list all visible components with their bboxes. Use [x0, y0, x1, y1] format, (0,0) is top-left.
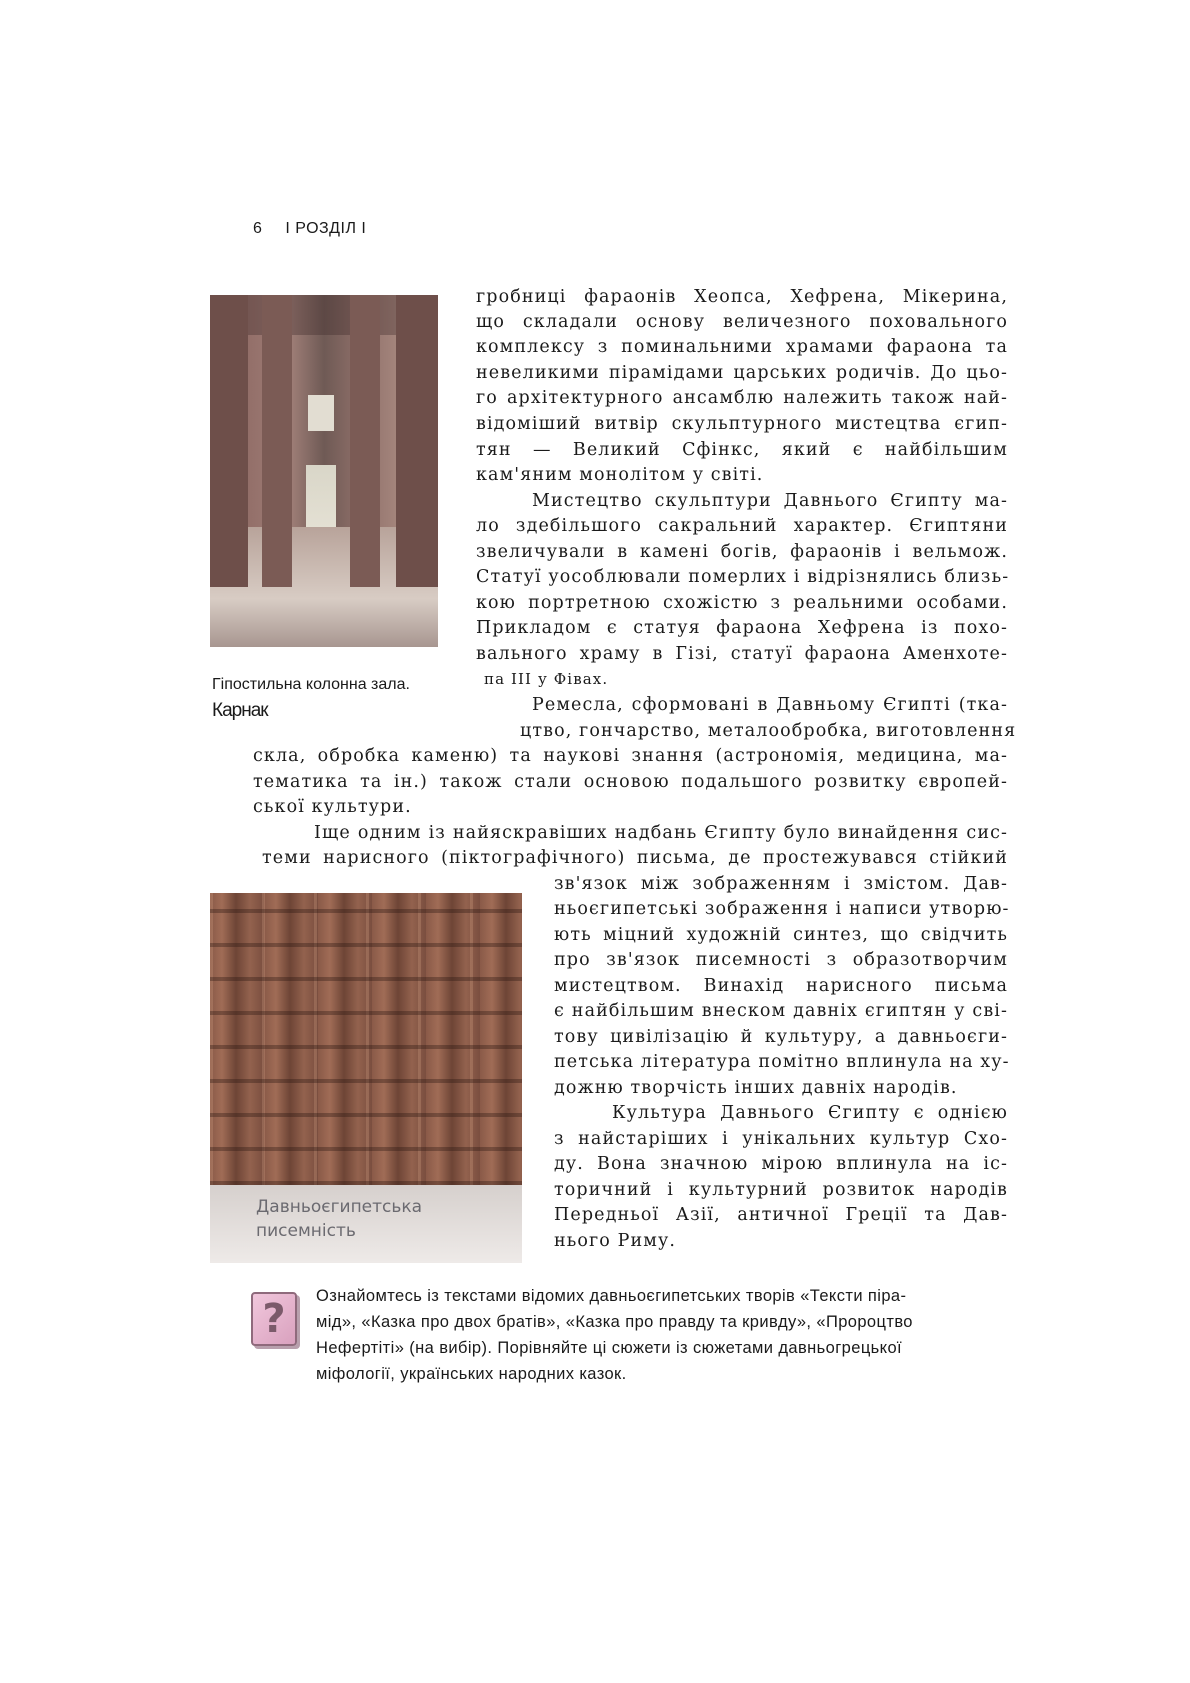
text-line: Передньої Азії, античної Греції та Дав- [554, 1205, 1008, 1225]
hieroglyph-writing-photo [210, 893, 522, 1263]
text-line: кою портретною схожістю з реальними особами. [476, 593, 1008, 613]
text-line: з найстаріших і унікальних культур Схо- [554, 1129, 1008, 1149]
text-line: ської культури. [253, 797, 412, 817]
text-line: Статуї уособлювали померлих і відрізнялись близь- [476, 567, 1010, 587]
text-line: петська література помітно вплинула на ху- [554, 1052, 1010, 1072]
text-line: ньоєгипетські зображення і написи утворю- [554, 899, 1010, 919]
question-mark-icon: ? [251, 1292, 297, 1346]
page-number: 6 [253, 220, 263, 237]
text-line: Мистецтво скульптури Давнього Єгипту ма- [532, 491, 1008, 511]
running-head [253, 220, 384, 238]
text-line: торичний і культурний розвиток народів [554, 1180, 1008, 1200]
task-line: міфології, українських народних казок. [316, 1365, 627, 1383]
section-title: І РОЗДІЛ І [285, 220, 367, 237]
text-line: го архітектурного ансамблю належить також най- [476, 388, 1008, 408]
task-line: мід», «Казка про двох братів», «Казка про правду та кривду», «Пророцтво [316, 1313, 913, 1331]
text-line: Іще одним із найяскравіших надбань Єгипту було винайдення сис- [314, 823, 1008, 843]
text-line: ду. Вона значною мірою вплинула на іс- [554, 1154, 1008, 1174]
text-line: дожню творчість інших давніх народів. [554, 1078, 958, 1098]
text-line: Прикладом є статуя фараона Хефрена із похо- [476, 618, 1008, 638]
text-line: що складали основу величезного поховального [476, 312, 1008, 332]
text-line: гробниці фараонів Хеопса, Хефрена, Мікерина, [476, 287, 1008, 307]
text-line: є найбільшим внеском давніх єгиптян у сві- [554, 1001, 1008, 1021]
text-line: про зв'язок писемності з образотворчим [554, 950, 1008, 970]
text-line: Ремесла, сформовані в Давньому Єгипті (тка- [532, 695, 1008, 715]
hall-caption-line1: Гіпостильна колонна зала. [212, 676, 410, 693]
text-line: тематика та ін.) також стали основою подальшого розвитку європей- [253, 772, 1008, 792]
hieroglyph-photo-label [256, 1195, 422, 1243]
text-line: ють міцний художній синтез, що свідчить [554, 925, 1008, 945]
text-line: звеличували в камені богів, фараонів і вельмож. [476, 542, 1008, 562]
hall-caption-line2: Карнак [212, 700, 268, 721]
text-line: тову цивілізацію й культуру, а давньоєги- [554, 1027, 1008, 1047]
task-line: Нефертіті» (на вибір). Порівняйте ці сюжети із сюжетами давньогрецької [316, 1339, 903, 1357]
text-line: вального храму в Гізі, статуї фараона Аменхоте- [476, 644, 1008, 664]
text-line: теми нарисного (піктографічного) письма, де простежувався стійкий [262, 848, 1008, 868]
text-line: скла, обробка каменю) та наукові знання (астрономія, медицина, ма- [253, 746, 1008, 766]
task-line: Ознайомтесь із текстами відомих давньоєгипетських творів «Тексти пірa- [316, 1287, 907, 1305]
hieroglyph-label-line1: Давньоєгипетська [256, 1197, 423, 1217]
text-line: па III у Фівах. [484, 670, 609, 688]
text-line: невеликими пірамідами царських родичів. До цьо- [476, 363, 1008, 383]
hieroglyph-label-line2: писемність [256, 1221, 356, 1241]
text-line: зв'язок між зображенням і змістом. Дав- [554, 874, 1008, 894]
text-line: Культура Давнього Єгипту є однією [612, 1103, 1008, 1123]
text-line: нього Риму. [554, 1231, 677, 1251]
text-line: цтво, гончарство, металообробка, виготовлення [520, 721, 1017, 741]
text-line: мистецтвом. Винахід нарисного письма [554, 976, 1008, 996]
text-line: комплексу з поминальними храмами фараона та [476, 337, 1008, 357]
text-line: ло здебільшого сакральний характер. Єгиптяни [476, 516, 1008, 536]
hall-photo-caption [212, 672, 452, 724]
text-line: кам'яним монолітом у світі. [476, 465, 764, 485]
text-line: відоміший витвір скульптурного мистецтва єгип- [476, 414, 1008, 434]
hypostyle-hall-photo [210, 295, 438, 647]
text-line: тян — Великий Сфінкс, який є найбільшим [476, 440, 1008, 460]
